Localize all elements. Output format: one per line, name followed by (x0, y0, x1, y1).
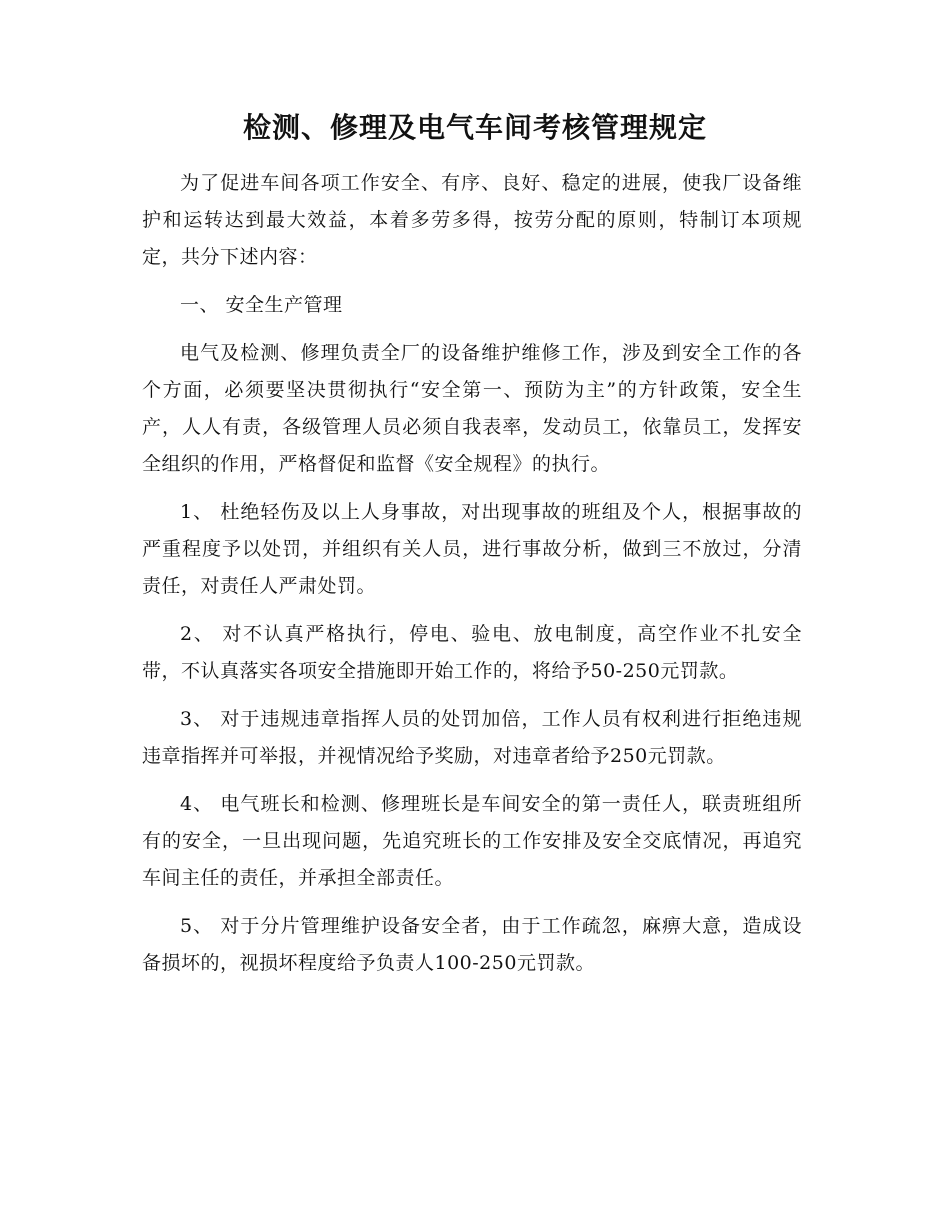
document-body (142, 165, 802, 982)
intro-paragraph: 为了促进车间各项工作安全、有序、良好、稳定的进展，使我厂设备维护和运转达到最大效益，本着多劳多得，按劳分配的原则，特制订本项规定，共分下述内容： (142, 172, 802, 268)
section-heading-safety: 一、 安全生产管理 (180, 294, 343, 316)
list-item: 4、 电气班长和检测、修理班长是车间安全的第一责任人，联责班组所有的安全，一旦出现问题，先追究班长的工作安排及安全交底情况，再追究车间主任的责任，并承担全部责任。 (142, 793, 802, 889)
list-item: 2、 对不认真严格执行，停电、验电、放电制度，高空作业不扎安全带，不认真落实各项安全措施即开始工作的，将给予50-250元罚款。 (142, 623, 802, 682)
list-item: 3、 对于违规违章指挥人员的处罚加倍，工作人员有权利进行拒绝违规违章指挥并可举报，并视情况给予奖励，对违章者给予250元罚款。 (142, 708, 802, 767)
document-title: 检测、修理及电气车间考核管理规定 (242, 111, 707, 144)
list-item: 1、 杜绝轻伤及以上人身事故，对出现事故的班组及个人，根据事故的严重程度予以处罚，并组织有关人员，进行事故分析，做到三不放过，分清责任，对责任人严肃处罚。 (142, 501, 802, 597)
list-item: 5、 对于分片管理维护设备安全者，由于工作疏忽，麻痹大意，造成设备损坏的，视损坏程度给予负责人100-250元罚款。 (142, 915, 802, 974)
section-paragraph-safety: 电气及检测、修理负责全厂的设备维护维修工作，涉及到安全工作的各个方面，必须要坚决贯彻执行“安全第一、预防为主”的方针政策，安全生产，人人有责，各级管理人员必须自我表率，发动员工，依靠员工，发挥安全组织的作用，严格督促和监督《安全规程》的执行。 (142, 342, 802, 475)
